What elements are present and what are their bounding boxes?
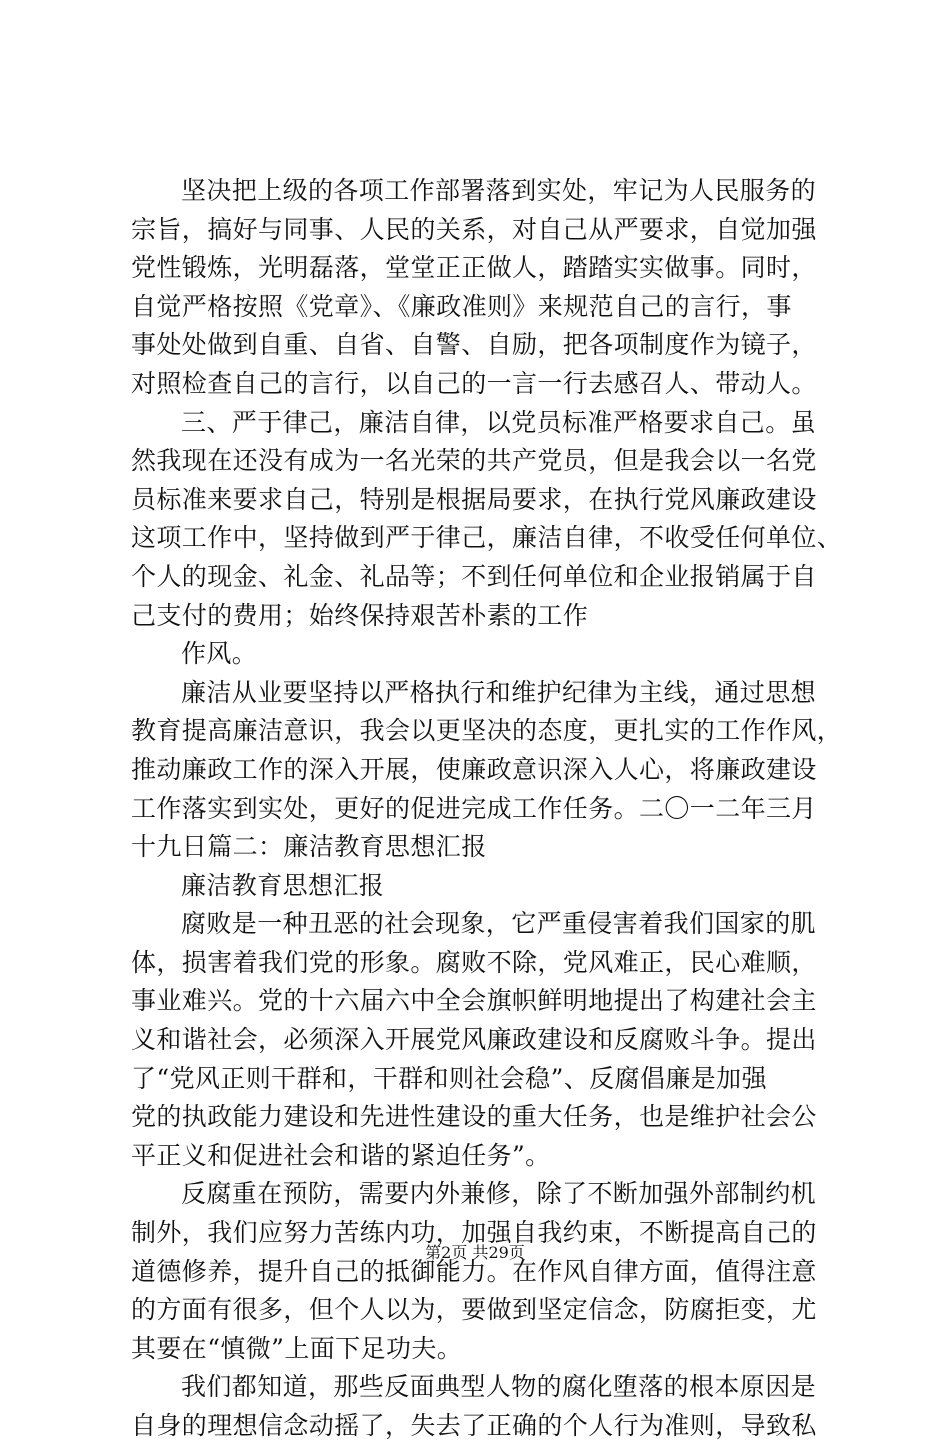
text-line: 这项工作中，坚持做到严于律己，廉洁自律，不收受任何单位、: [131, 523, 843, 553]
text-line: 党性锻炼，光明磊落，堂堂正正做人，踏踏实实做事。同时，: [131, 253, 817, 283]
text-line: 反腐重在预防，需要内外兼修，除了不断加强外部制约机: [181, 1179, 817, 1209]
text-line: 了“党风正则干群和，干群和则社会稳”、反腐倡廉是加强: [131, 1063, 767, 1093]
text-line: 平正义和促进社会和谐的紧迫任务”。: [131, 1140, 551, 1170]
text-line: 体，损害着我们党的形象。腐败不除，党风难正，民心难顺，: [131, 947, 817, 977]
text-line: 义和谐社会，必须深入开展党风廉政建设和反腐败斗争。提出: [131, 1025, 817, 1055]
text-line: 然我现在还没有成为一名光荣的共产党员，但是我会以一名党: [131, 446, 817, 476]
text-line: 自觉严格按照《党章》、《廉政准则》来规范自己的言行，事: [131, 291, 792, 321]
page-footer: 第2页 共29页: [425, 1243, 525, 1262]
text-line: 教育提高廉洁意识，我会以更坚决的态度，更扎实的工作作风，: [131, 716, 843, 746]
text-line: 作风。: [181, 639, 258, 669]
text-line: 坚决把上级的各项工作部署落到实处，牢记为人民服务的: [181, 176, 817, 205]
text-line: 制外，我们应努力苦练内功，加强自我约束，不断提高自己的: [131, 1218, 817, 1248]
text-line: 事处处做到自重、自省、自警、自励，把各项制度作为镜子，: [131, 330, 817, 360]
text-line: 个人的现金、礼金、礼品等；不到任何单位和企业报销属于自: [131, 561, 817, 591]
text-line: 道德修养，提升自己的抵御能力。在作风自律方面，值得注意: [131, 1256, 817, 1286]
text-line: 三、严于律己，廉洁自律，以党员标准严格要求自己。虽: [181, 407, 817, 437]
text-line: 的方面有很多，但个人以为，要做到坚定信念，防腐拒变，尤: [131, 1295, 817, 1325]
text-line: 廉洁从业要坚持以严格执行和维护纪律为主线，通过思想: [181, 677, 817, 707]
text-line: 事业难兴。党的十六届六中全会旗帜鲜明地提出了构建社会主: [131, 986, 817, 1016]
text-line: 对照检查自己的言行，以自己的一言一行去感召人、带动人。: [131, 368, 817, 398]
text-line: 党的执政能力建设和先进性建设的重大任务，也是维护社会公: [131, 1102, 817, 1132]
text-line: 十九日篇二：廉洁教育思想汇报: [131, 832, 487, 862]
text-line: 自身的理想信念动摇了，失去了正确的个人行为准则，导致私: [131, 1411, 817, 1440]
text-line: 推动廉政工作的深入开展，使廉政意识深入人心，将廉政建设: [131, 754, 817, 784]
text-line: 我们都知道，那些反面典型人物的腐化堕落的根本原因是: [181, 1372, 817, 1402]
text-line: 员标准来要求自己，特别是根据局要求，在执行党风廉政建设: [131, 484, 817, 514]
text-line: 宗旨，搞好与同事、人民的关系，对自己从严要求，自觉加强: [131, 214, 817, 244]
text-line: 其要在“慎微”上面下足功夫。: [131, 1333, 463, 1363]
text-line: 廉洁教育思想汇报: [181, 870, 385, 900]
text-line: 己支付的费用；始终保持艰苦朴素的工作: [131, 600, 589, 630]
text-line: 工作落实到实处，更好的促进完成工作任务。二〇一二年三月: [131, 793, 817, 823]
text-line: 腐败是一种丑恶的社会现象，它严重侵害着我们国家的肌: [181, 909, 817, 939]
